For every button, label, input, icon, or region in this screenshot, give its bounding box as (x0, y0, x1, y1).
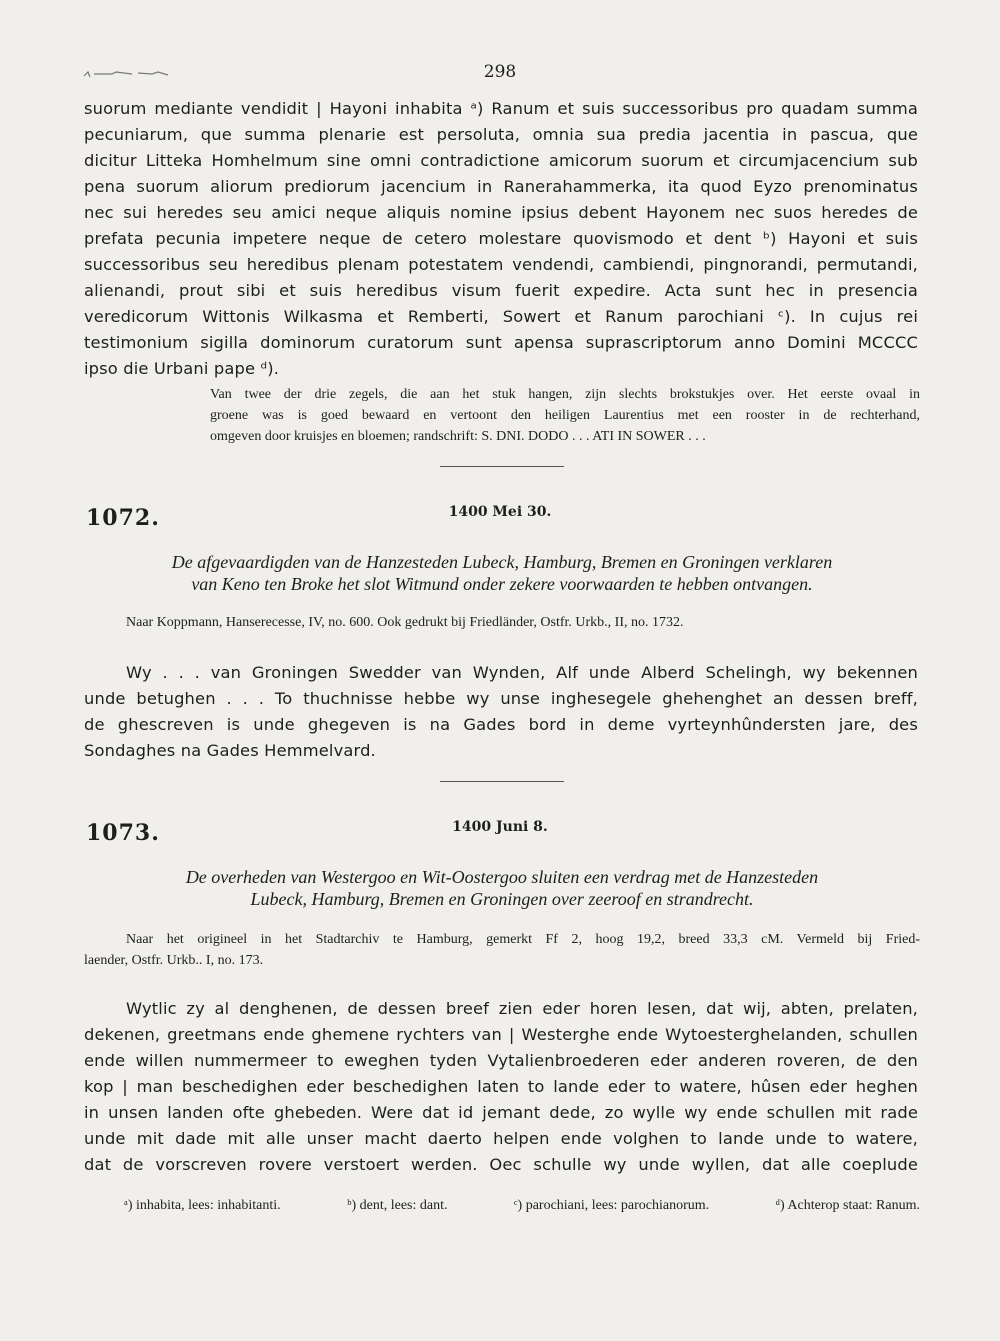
footnote: ᵇ) dent, lees: dant. (347, 1198, 448, 1213)
text-line: Sondaghes na Gades Hemmelvard. (84, 741, 376, 760)
charter-summary (84, 551, 920, 595)
source-line: Naar Koppmann, Hanserecesse, IV, no. 600. Ook gedrukt bij Friedländer, Ostfr. Urkb., II, no. 1732. (126, 615, 684, 630)
text-line: unde betughen . . . To thuchnisse hebbe wy unse inghesegele ghehenghet an dessen breff, (84, 689, 918, 708)
text-line: ipso die Urbani pape ᵈ). (84, 359, 280, 378)
text-line: alienandi, prout sibi et suis heredibus visum fuerit expedire. Acta sunt hec in presencia (84, 281, 918, 300)
text-line: dekenen, greetmans ende ghemene rychters van | Westerghe ende Wytoesterghelanden, schullen (84, 1025, 918, 1044)
text-line: pecuniarum, que summa plenarie est persoluta, omnia sua predia jacentia in pascua, que (84, 125, 918, 144)
text-line: Wy . . . van Groningen Swedder van Wynden, Alf unde Alberd Schelingh, wy bekennen (126, 663, 918, 682)
text-line: kop | man beschedighen eder beschedighen laten to lande eder to watere, hûsen eder heghen (84, 1077, 918, 1096)
charter-source (84, 612, 920, 633)
charter-text (84, 660, 918, 764)
text-line: nec sui heredes seu amici neque aliquis nomine ipsius debent Hayonem nec suos heredes de (84, 203, 918, 222)
text-line: ende willen nummermeer to eweghen tyden Vytalienbroederen eder anderen roveren, de den (84, 1051, 918, 1070)
note-line: omgeven door kruisjes en bloemen; randschrift: S. DNI. DODO . . . ATI IN SOWER . . . (210, 429, 706, 444)
section-divider (440, 781, 564, 782)
continuation-text (84, 96, 918, 382)
summary-line: De afgevaardigden van de Hanzesteden Lubeck, Hamburg, Bremen en Groningen verklaren (171, 552, 833, 572)
text-line: in unsen landen ofte ghebeden. Were dat id jemant dede, zo wylle wy ende schullen mit rade (84, 1103, 918, 1122)
text-line: pena suorum aliorum prediorum jacencium in Ranerahammerka, ita quod Eyzo prenominatus (84, 177, 918, 196)
text-line: dicitur Litteka Homhelmum sine omni contradictione amicorum suorum et circumjacencium sub (84, 151, 918, 170)
text-line: suorum mediante vendidit | Hayoni inhabita ᵃ) Ranum et suis successoribus pro quadam summa (84, 99, 918, 118)
source-line: Naar het origineel in het Stadtarchiv te Hamburg, gemerkt Ff 2, hoog 19,2, breed 33,3 cM. Vermeld bij Fried- (126, 932, 920, 947)
charter-text (84, 996, 918, 1178)
text-line: de ghescreven is unde ghegeven is na Gades bord in deme vyrteynhûndersten jare, des (84, 715, 918, 734)
charter-number: 1073. (86, 820, 160, 846)
footnote: ᶜ) parochiani, lees: parochianorum. (513, 1198, 710, 1213)
section-divider (440, 466, 564, 467)
text-line: Wytlic zy al denghenen, de dessen breef zien eder horen lesen, dat wij, abten, prelaten, (126, 999, 918, 1018)
summary-line: Lubeck, Hamburg, Bremen en Groningen over zeeroof en strandrecht. (250, 889, 754, 909)
text-line: unde mit dade mit alle unser macht daerto helpen ende volghen to lande unde to watere, (84, 1129, 918, 1148)
note-line: groene was is goed bewaard en vertoont den heiligen Laurentius met een rooster in de rechterhand, (210, 408, 920, 423)
charter-source (84, 929, 920, 971)
page-number: 298 (483, 62, 517, 82)
text-line: prefata pecunia impetere neque de cetero molestare quovismodo et dent ᵇ) Hayoni et suis (84, 229, 918, 248)
text-line: dat de vorscreven rovere verstoert werden. Oec schulle wy unde wyllen, dat alle coeplude (84, 1155, 918, 1174)
text-line: veredicorum Wittonis Wilkasma et Remberti, Sowert et Ranum parochiani ᶜ). In cujus rei (84, 307, 918, 326)
footnote: ᵃ) inhabita, lees: inhabitanti. (124, 1198, 281, 1213)
seal-note (210, 384, 920, 447)
footnotes (84, 1198, 920, 1214)
summary-line: van Keno ten Broke het slot Witmund onder zekere voorwaarden te hebben ontvangen. (191, 574, 813, 594)
charter-date: 1400 Mei 30. (448, 504, 552, 520)
charter-number: 1072. (86, 505, 160, 531)
summary-line: De overheden van Westergoo en Wit-Oostergoo sluiten een verdrag met de Hanzesteden (185, 867, 819, 887)
note-line: Van twee der drie zegels, die aan het stuk hangen, zijn slechts brokstukjes over. Het eerste ovaal in (210, 387, 920, 402)
text-line: successoribus seu heredibus plenam potestatem vendendi, cambiendi, pingnorandi, permutandi, (84, 255, 918, 274)
text-line: testimonium sigilla dominorum curatorum sunt apensa suprascriptorum anno Domini MCCCC (84, 333, 918, 352)
charter-date: 1400 Juni 8. (452, 819, 548, 835)
charter-summary (84, 866, 920, 910)
source-line: laender, Ostfr. Urkb.. I, no. 173. (84, 953, 264, 968)
footnote: ᵈ) Achterop staat: Ranum. (775, 1198, 920, 1213)
